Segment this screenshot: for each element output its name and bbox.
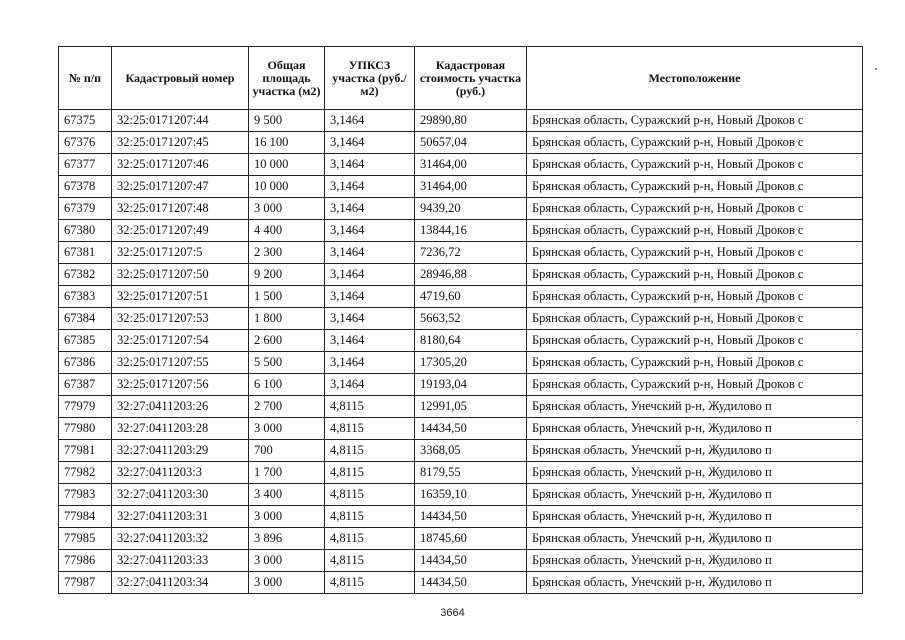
cell-upkcz: 3,1464: [325, 308, 415, 330]
cell-cadastral-number: 32:25:0171207:54: [112, 330, 249, 352]
cell-upkcz: 3,1464: [325, 374, 415, 396]
cell-area: 2 600: [249, 330, 325, 352]
cell-cadastral-value: 50657,04: [415, 132, 527, 154]
cell-area: 4 400: [249, 220, 325, 242]
cell-cadastral-value: 31464,00: [415, 176, 527, 198]
table-header-row: [59, 47, 863, 110]
table-row: [59, 352, 863, 374]
cell-num: 67383: [59, 286, 112, 308]
cell-cadastral-value: 14434,50: [415, 550, 527, 572]
cell-cadastral-value: 14434,50: [415, 506, 527, 528]
cell-cadastral-number: 32:25:0171207:49: [112, 220, 249, 242]
cell-cadastral-value: 4719,60: [415, 286, 527, 308]
cell-location: Брянская область, Суражский р-н, Новый Дроков с: [527, 352, 863, 374]
cell-area: 10 000: [249, 176, 325, 198]
cell-area: 9 200: [249, 264, 325, 286]
cell-upkcz: 4,8115: [325, 506, 415, 528]
cell-location: Брянская область, Суражский р-н, Новый Дроков с: [527, 176, 863, 198]
cell-location: Брянская область, Суражский р-н, Новый Дроков с: [527, 308, 863, 330]
cell-area: 2 300: [249, 242, 325, 264]
table-row: [59, 110, 863, 132]
cell-cadastral-number: 32:25:0171207:44: [112, 110, 249, 132]
cell-cadastral-number: 32:27:0411203:33: [112, 550, 249, 572]
cell-cadastral-number: 32:27:0411203:32: [112, 528, 249, 550]
cell-cadastral-value: 8179,55: [415, 462, 527, 484]
cell-upkcz: 3,1464: [325, 220, 415, 242]
cell-location: Брянская область, Суражский р-н, Новый Дроков с: [527, 198, 863, 220]
cell-cadastral-number: 32:25:0171207:50: [112, 264, 249, 286]
cell-num: 67382: [59, 264, 112, 286]
cell-cadastral-number: 32:27:0411203:28: [112, 418, 249, 440]
cell-cadastral-number: 32:25:0171207:56: [112, 374, 249, 396]
cell-num: 67375: [59, 110, 112, 132]
cell-cadastral-number: 32:27:0411203:34: [112, 572, 249, 594]
cell-location: Брянская область, Суражский р-н, Новый Дроков с: [527, 242, 863, 264]
cell-cadastral-number: 32:27:0411203:3: [112, 462, 249, 484]
margin-mark: [875, 68, 877, 70]
cell-cadastral-number: 32:25:0171207:47: [112, 176, 249, 198]
cell-num: 77981: [59, 440, 112, 462]
cell-upkcz: 4,8115: [325, 528, 415, 550]
cell-cadastral-value: 12991,05: [415, 396, 527, 418]
cell-location: Брянская область, Суражский р-н, Новый Дроков с: [527, 110, 863, 132]
cell-upkcz: 3,1464: [325, 154, 415, 176]
cell-cadastral-number: 32:27:0411203:30: [112, 484, 249, 506]
cell-cadastral-value: 31464,00: [415, 154, 527, 176]
cell-num: 77986: [59, 550, 112, 572]
cell-area: 6 100: [249, 374, 325, 396]
cell-area: 3 000: [249, 506, 325, 528]
cell-area: 16 100: [249, 132, 325, 154]
cell-location: Брянская область, Унечский р-н, Жудилово п: [527, 418, 863, 440]
cell-num: 77984: [59, 506, 112, 528]
table-row: [59, 462, 863, 484]
cell-area: 1 700: [249, 462, 325, 484]
cell-cadastral-number: 32:27:0411203:26: [112, 396, 249, 418]
table-row: [59, 132, 863, 154]
cell-location: Брянская область, Унечский р-н, Жудилово п: [527, 528, 863, 550]
cell-cadastral-value: 13844,16: [415, 220, 527, 242]
cell-location: Брянская область, Унечский р-н, Жудилово п: [527, 550, 863, 572]
cell-area: 1 800: [249, 308, 325, 330]
cell-num: 77985: [59, 528, 112, 550]
cell-cadastral-value: 19193,04: [415, 374, 527, 396]
cell-location: Брянская область, Суражский р-н, Новый Дроков с: [527, 132, 863, 154]
table-row: [59, 264, 863, 286]
cell-num: 67377: [59, 154, 112, 176]
cell-num: 77979: [59, 396, 112, 418]
cell-area: 2 700: [249, 396, 325, 418]
cell-area: 700: [249, 440, 325, 462]
cell-upkcz: 4,8115: [325, 396, 415, 418]
header-num: № п/п: [59, 47, 112, 110]
cell-area: 10 000: [249, 154, 325, 176]
header-upkcz: УПКСЗ участка (руб./м2): [325, 47, 415, 110]
table-row: [59, 286, 863, 308]
table-row: [59, 176, 863, 198]
cell-cadastral-value: 5663,52: [415, 308, 527, 330]
cell-location: Брянская область, Суражский р-н, Новый Дроков с: [527, 264, 863, 286]
cell-cadastral-value: 16359,10: [415, 484, 527, 506]
table-row: [59, 440, 863, 462]
cell-area: 3 000: [249, 418, 325, 440]
table-row: [59, 484, 863, 506]
cell-cadastral-value: 7236,72: [415, 242, 527, 264]
cell-cadastral-number: 32:25:0171207:45: [112, 132, 249, 154]
cell-num: 67385: [59, 330, 112, 352]
cell-cadastral-value: 14434,50: [415, 418, 527, 440]
cell-area: 9 500: [249, 110, 325, 132]
cell-upkcz: 3,1464: [325, 132, 415, 154]
cell-cadastral-value: 3368,05: [415, 440, 527, 462]
header-area: Общая площадь участка (м2): [249, 47, 325, 110]
table-row: [59, 220, 863, 242]
cell-num: 67387: [59, 374, 112, 396]
cell-upkcz: 3,1464: [325, 352, 415, 374]
cell-upkcz: 3,1464: [325, 330, 415, 352]
cell-cadastral-value: 17305,20: [415, 352, 527, 374]
table-row: [59, 374, 863, 396]
cell-cadastral-number: 32:27:0411203:29: [112, 440, 249, 462]
cell-upkcz: 3,1464: [325, 176, 415, 198]
cell-cadastral-number: 32:25:0171207:53: [112, 308, 249, 330]
cell-cadastral-value: 8180,64: [415, 330, 527, 352]
cell-area: 1 500: [249, 286, 325, 308]
cell-cadastral-number: 32:27:0411203:31: [112, 506, 249, 528]
cell-cadastral-value: 14434,50: [415, 572, 527, 594]
cell-area: 3 896: [249, 528, 325, 550]
cell-cadastral-value: 28946,88: [415, 264, 527, 286]
cell-location: Брянская область, Унечский р-н, Жудилово п: [527, 506, 863, 528]
cell-location: Брянская область, Суражский р-н, Новый Дроков с: [527, 330, 863, 352]
cell-cadastral-number: 32:25:0171207:51: [112, 286, 249, 308]
cell-cadastral-value: 9439,20: [415, 198, 527, 220]
cell-upkcz: 4,8115: [325, 550, 415, 572]
cell-num: 67384: [59, 308, 112, 330]
cell-num: 67376: [59, 132, 112, 154]
cell-num: 77980: [59, 418, 112, 440]
cell-upkcz: 4,8115: [325, 440, 415, 462]
cell-num: 77982: [59, 462, 112, 484]
cell-cadastral-number: 32:25:0171207:48: [112, 198, 249, 220]
cell-area: 3 000: [249, 572, 325, 594]
header-location: Местоположение: [527, 47, 863, 110]
cell-location: Брянская область, Унечский р-н, Жудилово п: [527, 462, 863, 484]
cell-location: Брянская область, Унечский р-н, Жудилово п: [527, 396, 863, 418]
table-row: [59, 550, 863, 572]
cell-location: Брянская область, Унечский р-н, Жудилово п: [527, 440, 863, 462]
cell-num: 67386: [59, 352, 112, 374]
cell-num: 67379: [59, 198, 112, 220]
cell-upkcz: 3,1464: [325, 198, 415, 220]
table-row: [59, 308, 863, 330]
cell-cadastral-value: 29890,80: [415, 110, 527, 132]
cell-area: 3 000: [249, 198, 325, 220]
cell-area: 3 400: [249, 484, 325, 506]
cell-location: Брянская область, Унечский р-н, Жудилово п: [527, 572, 863, 594]
table-row: [59, 242, 863, 264]
table-row: [59, 572, 863, 594]
cell-upkcz: 4,8115: [325, 484, 415, 506]
cell-cadastral-number: 32:25:0171207:55: [112, 352, 249, 374]
cell-cadastral-number: 32:25:0171207:5: [112, 242, 249, 264]
cell-location: Брянская область, Суражский р-н, Новый Дроков с: [527, 286, 863, 308]
cell-upkcz: 4,8115: [325, 572, 415, 594]
cell-area: 5 500: [249, 352, 325, 374]
table-row: [59, 528, 863, 550]
cell-num: 77983: [59, 484, 112, 506]
cell-upkcz: 3,1464: [325, 264, 415, 286]
table-body: [59, 110, 863, 594]
cell-upkcz: 4,8115: [325, 462, 415, 484]
cell-num: 67378: [59, 176, 112, 198]
page-number: 3664: [440, 607, 465, 619]
cadastral-value-table: [58, 46, 863, 594]
cell-location: Брянская область, Унечский р-н, Жудилово п: [527, 484, 863, 506]
table-row: [59, 418, 863, 440]
table-row: [59, 396, 863, 418]
cell-num: 67380: [59, 220, 112, 242]
cell-location: Брянская область, Суражский р-н, Новый Дроков с: [527, 220, 863, 242]
cell-upkcz: 4,8115: [325, 418, 415, 440]
cell-num: 77987: [59, 572, 112, 594]
cell-upkcz: 3,1464: [325, 286, 415, 308]
table-row: [59, 154, 863, 176]
header-cadastral-value: Кадастровая стоимость участка (руб.): [415, 47, 527, 110]
cell-num: 67381: [59, 242, 112, 264]
header-cadastral-number: Кадастровый номер: [112, 47, 249, 110]
cell-cadastral-value: 18745,60: [415, 528, 527, 550]
table-row: [59, 506, 863, 528]
table-row: [59, 330, 863, 352]
cell-area: 3 000: [249, 550, 325, 572]
cell-location: Брянская область, Суражский р-н, Новый Дроков с: [527, 154, 863, 176]
cell-cadastral-number: 32:25:0171207:46: [112, 154, 249, 176]
cell-location: Брянская область, Суражский р-н, Новый Дроков с: [527, 374, 863, 396]
cell-upkcz: 3,1464: [325, 110, 415, 132]
cell-upkcz: 3,1464: [325, 242, 415, 264]
table-row: [59, 198, 863, 220]
